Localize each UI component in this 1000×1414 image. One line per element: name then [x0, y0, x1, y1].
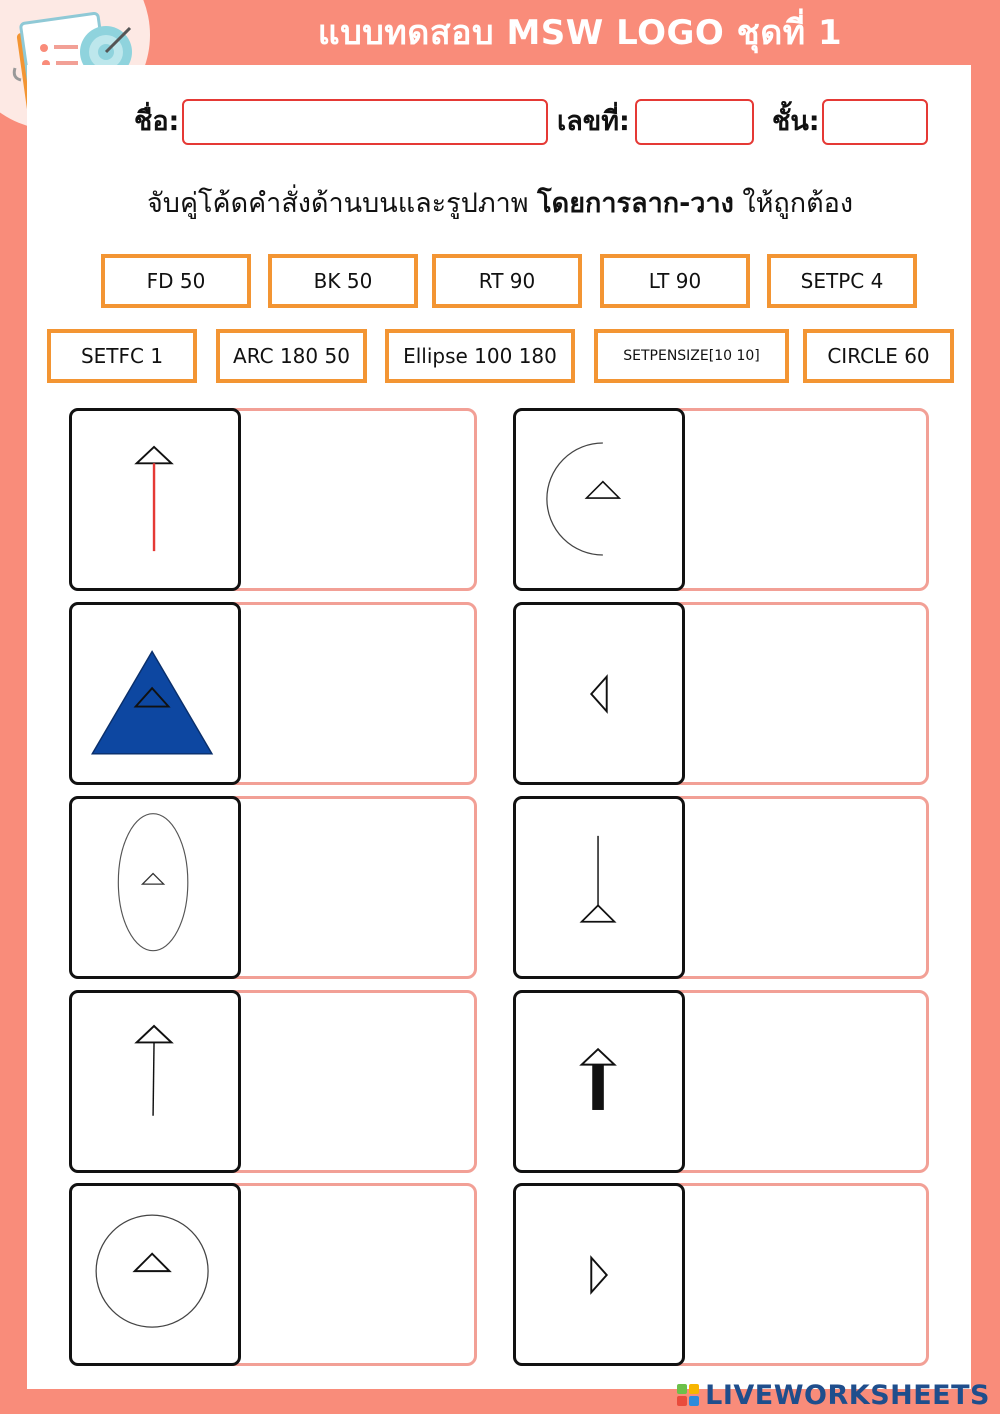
- command-chip-setpensize[interactable]: SETPENSIZE[10 10]: [594, 329, 789, 383]
- ellipse-icon: [72, 799, 238, 976]
- command-chip-rt-90[interactable]: RT 90: [432, 254, 582, 308]
- number-field[interactable]: [635, 99, 754, 145]
- backward-line-icon: [516, 799, 682, 976]
- picture-right-2: [513, 602, 685, 785]
- liveworksheets-logo-icon: [677, 1384, 699, 1406]
- name-label: ชื่อ:: [134, 106, 180, 137]
- picture-left-5: [69, 1183, 241, 1366]
- arc-icon: [516, 411, 682, 588]
- instruction-after: ให้ถูกต้อง: [733, 188, 854, 219]
- command-chip-circle-60[interactable]: CIRCLE 60: [803, 329, 954, 383]
- name-field[interactable]: [182, 99, 548, 145]
- picture-right-1: [513, 408, 685, 591]
- circle-icon: [72, 1186, 238, 1363]
- brand-text: LIVEWORKSHEETS: [705, 1379, 990, 1411]
- command-chip-fd-50[interactable]: FD 50: [101, 254, 251, 308]
- instruction-text: [0, 184, 1000, 224]
- picture-right-5: [513, 1183, 685, 1366]
- picture-left-1: [69, 408, 241, 591]
- red-pen-line-icon: [72, 411, 238, 588]
- command-chip-setpc-4[interactable]: SETPC 4: [767, 254, 917, 308]
- forward-line-icon: [72, 993, 238, 1170]
- liveworksheets-brand: [677, 1380, 990, 1410]
- turtle-left-icon: [516, 605, 682, 782]
- thick-pen-line-icon: [516, 993, 682, 1170]
- instruction-emphasis: โดยการลาก-วาง: [537, 188, 734, 219]
- picture-left-2: [69, 602, 241, 785]
- command-chip-arc-180-50[interactable]: ARC 180 50: [216, 329, 367, 383]
- instruction-normal: จับคู่โค้ดคำสั่งด้านบนและรูปภาพ: [146, 188, 538, 219]
- picture-right-3: [513, 796, 685, 979]
- number-label: เลขที่:: [557, 106, 630, 137]
- turtle-right-icon: [516, 1186, 682, 1363]
- command-chip-bk-50[interactable]: BK 50: [268, 254, 418, 308]
- picture-right-4: [513, 990, 685, 1173]
- class-field[interactable]: [822, 99, 928, 145]
- picture-left-4: [69, 990, 241, 1173]
- filled-triangle-icon: [72, 605, 238, 782]
- class-label: ชั้น:: [772, 106, 820, 137]
- picture-left-3: [69, 796, 241, 979]
- command-chip-lt-90[interactable]: LT 90: [600, 254, 750, 308]
- command-chip-setfc-1[interactable]: SETFC 1: [47, 329, 197, 383]
- page-title: แบบทดสอบ MSW LOGO ชุดที่ 1: [317, 13, 843, 53]
- command-chip-ellipse-100-180[interactable]: Ellipse 100 180: [385, 329, 575, 383]
